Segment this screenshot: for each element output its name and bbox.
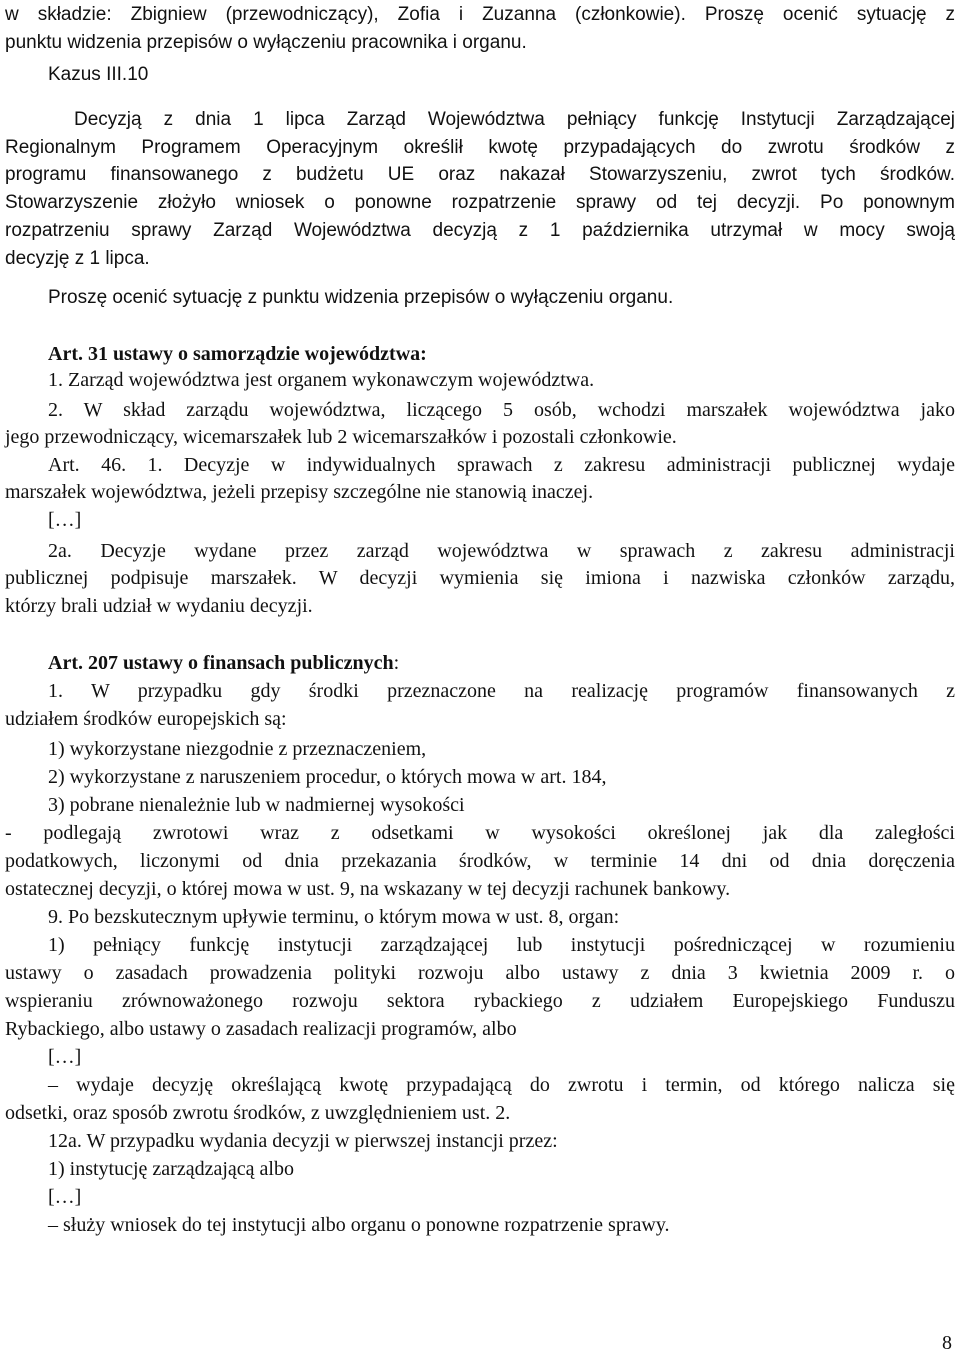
art207-item-1: 1) wykorzystane niezgodnie z przeznaczeniem, [48,738,427,760]
art207-dash-line-2: podatkowych, liczonymi od dnia przekazania środków, w terminie 14 dni od dnia doręczenia [5,850,955,872]
art207-heading-colon: : [393,652,400,674]
art207-item-3: 3) pobrane nienależnie lub w nadmiernej wysokości [48,794,465,816]
case-question: Proszę ocenić sytuację z punktu widzenia przepisów o wyłączeniu organu. [48,287,674,308]
case-line-4: Stowarzyszenie złożyło wniosek o ponowne rozpatrzenie sprawy od tej decyzji. Po ponownym [5,192,955,213]
art207-p1-line-1: 1. W przypadku gdy środki przeznaczone na realizację programów finansowanych z [48,680,955,702]
art207-ellipsis-1: […] [48,1046,82,1068]
art31-p2a-line-1: 2a. Decyzje wydane przez zarząd województwa w sprawach z zakresu administracji [48,540,955,562]
case-line-3: programu finansowanego z budżetu UE oraz nakazał Stowarzyszeniu, zwrot tych środków. [5,164,955,185]
intro-line-1: w składzie: Zbigniew (przewodniczący), Zofia i Zuzanna (członkowie). Proszę ocenić sytuację z [5,4,955,25]
art207-p12a: 12a. W przypadku wydania decyzji w pierwszej instancji przez: [48,1130,558,1152]
art31-p2a-line-2: publicznej podpisuje marszałek. W decyzji wymienia się imiona i nazwiska członków zarządu, [5,567,955,589]
art207-heading [48,650,955,676]
art207-item-2: 2) wykorzystane z naruszeniem procedur, o których mowa w art. 184, [48,766,607,788]
art207-p9: 9. Po bezskutecznym upływie terminu, o którym mowa w ust. 8, organ: [48,906,620,928]
case-line-1: Decyzją z dnia 1 lipca Zarząd Województwa pełniący funkcję Instytucji Zarządzającej [74,109,955,130]
art31-p2a-line-3: którzy brali udział w wydaniu decyzji. [5,595,313,617]
art207-dash-line-3: ostatecznej decyzji, o której mowa w ust. 9, na wskazany w tej decyzji rachunek bankowy. [5,878,731,900]
art31-heading: Art. 31 ustawy o samorządzie województwa: [48,343,427,365]
art207-decision-line-1: – wydaje decyzję określającą kwotę przypadającą do zwrotu i termin, od którego nalicza się [48,1074,955,1096]
case-line-2: Regionalnym Programem Operacyjnym określił kwotę przypadających do zwrotu środków z [5,137,955,158]
case-line-6: decyzję z 1 lipca. [5,248,150,269]
art31-p1: 1. Zarząd województwa jest organem wykonawczym województwa. [48,369,595,391]
art207-p9-item1-line-2: ustawy o zasadach prowadzenia polityki rozwoju albo ustawy z dnia 3 kwietnia 2009 r. o [5,962,955,984]
art31-ellipsis: […] [48,509,82,531]
art46-line-2: marszałek województwa, jeżeli przepisy szczególne nie stanowią inaczej. [5,481,594,503]
art207-last-line: – służy wniosek do tej instytucji albo organu o ponowne rozpatrzenie sprawy. [48,1214,670,1236]
art207-p9-item1-line-4: Rybackiego, albo ustawy o zasadach realizacji programów, albo [5,1018,517,1040]
intro-line-2: punktu widzenia przepisów o wyłączeniu pracownika i organu. [5,32,527,53]
art31-p2-line-1: 2. W skład zarządu województwa, liczącego 5 osób, wchodzi marszałek województwa jako [48,399,955,421]
art207-p12a-item-1: 1) instytucję zarządzającą albo [48,1158,294,1180]
art46-line-1: Art. 46. 1. Decyzje w indywidualnych sprawach z zakresu administracji publicznej wydaje [48,454,955,476]
art207-p1-line-2: udziałem środków europejskich są: [5,708,287,730]
art207-dash-line-1: - podlegają zwrotowi wraz z odsetkami w wysokości określonej jak dla zaległości [5,822,955,844]
case-line-5: rozpatrzeniu sprawy Zarząd Województwa decyzją z 1 października utrzymał w mocy swoją [5,220,955,241]
art31-p2-line-2: jego przewodniczący, wicemarszałek lub 2 wicemarszałków i pozostali członkowie. [5,426,677,448]
page-number: 8 [942,1332,952,1354]
art207-heading-text: Art. 207 ustawy o finansach publicznych [48,652,394,674]
art207-p9-item1-line-1: 1) pełniący funkcję instytucji zarządzającej lub instytucji pośredniczącej w rozumieniu [48,934,955,956]
art207-ellipsis-2: […] [48,1186,82,1208]
art207-p9-item1-line-3: wspieraniu zrównoważonego rozwoju sektora rybackiego z udziałem Europejskiego Funduszu [5,990,955,1012]
case-heading: Kazus III.10 [48,64,149,85]
art207-decision-line-2: odsetki, oraz sposób zwrotu środków, z uwzględnieniem ust. 2. [5,1102,511,1124]
